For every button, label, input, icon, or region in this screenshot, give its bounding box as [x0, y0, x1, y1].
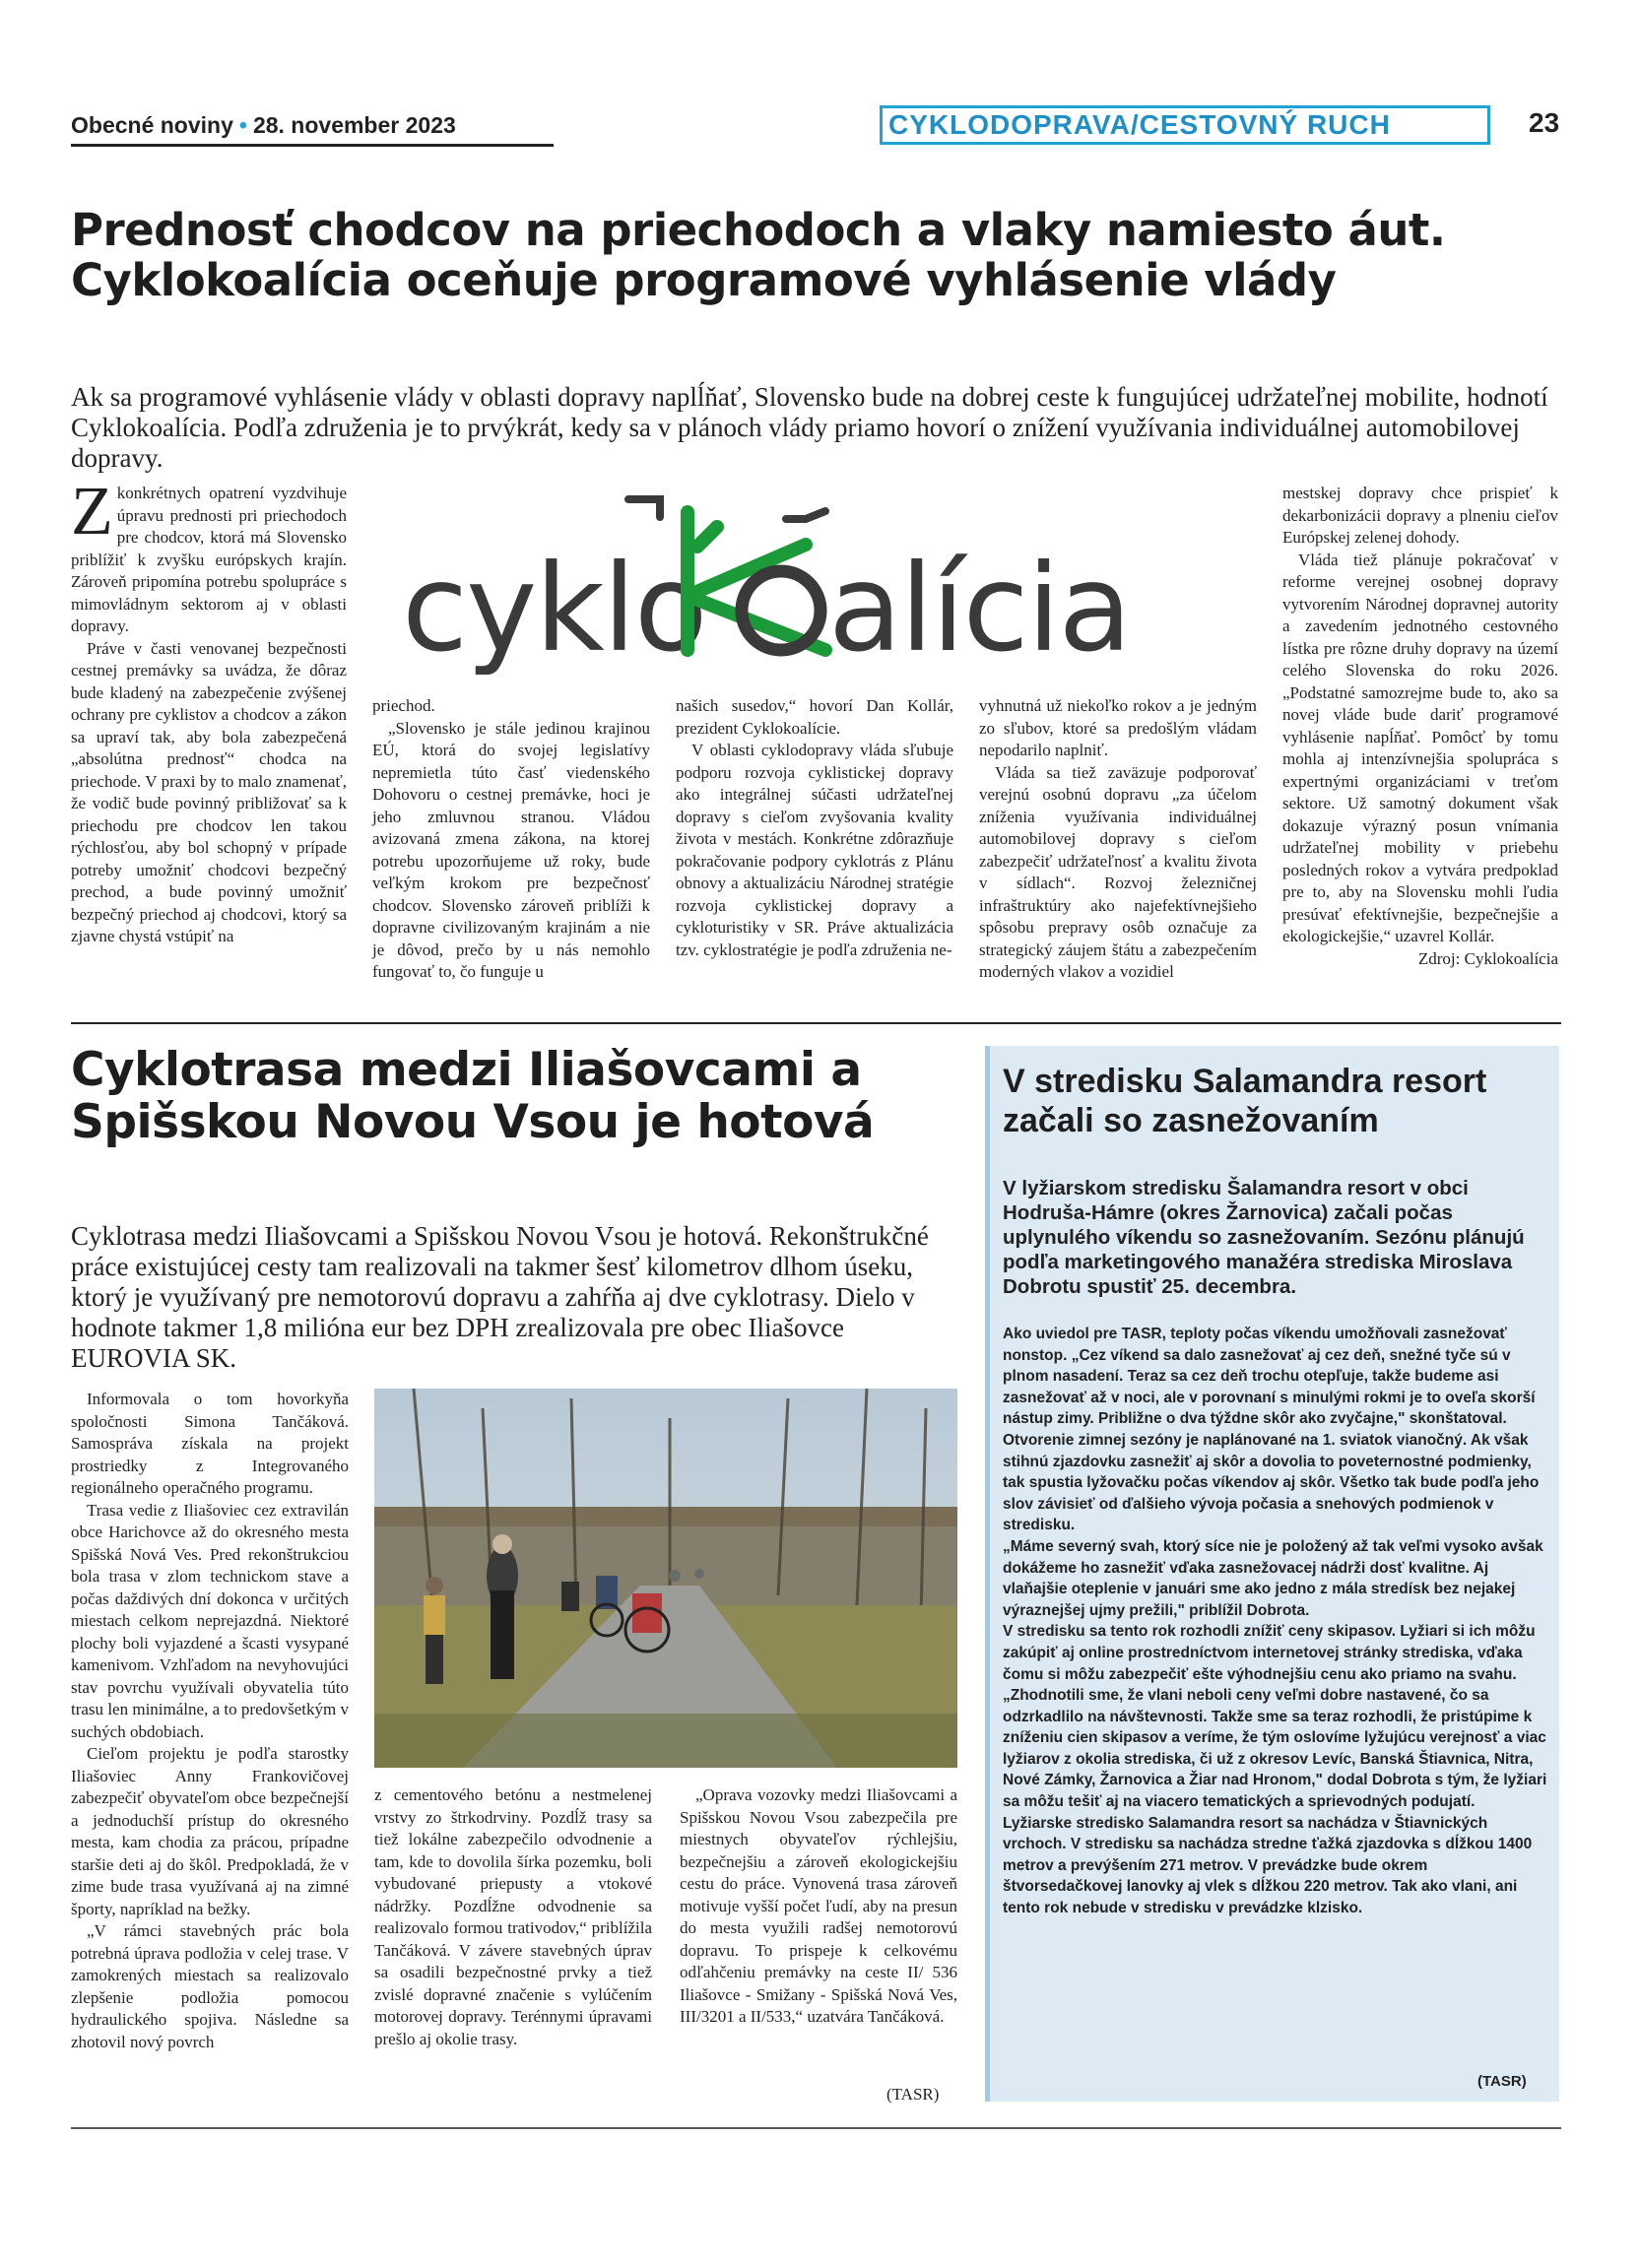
drop-cap: Z: [71, 474, 113, 550]
paragraph: mestskej dopravy chce prispieť k dekarbonizácii dopravy a plneniu cieľov Európskej zelenej dohody.: [1282, 484, 1558, 547]
paragraph: Vláda tiež plánuje pokračovať v reforme verejnej osobnej dopravy vytvorením Národnej dopravnej autority a zavedením jednotného cestovného lístka pre rôzne druhy dopravy na území celého Slovenska do roku 2026. „Podstatné samozrejme bude to, ako sa novej vláde bude dariť programové vyhlásenie napĺňať. Pomôcť by tomu mohla aj intenzívnejšia spolupráca s expertnými organizáciami v treťom sektore. Už samotný dokument však dokazuje výrazný posun vnímania udržateľnej mobility v priebehu posledných rokov a vytvára predpoklad pre to, aby na Slovensku mohli ľudia presúvať efektívnejšie, bezpečnejšie a ekologickejšie,“ uzavrel Kollár.: [1282, 550, 1558, 945]
sidebar-body: [1003, 1324, 1549, 1919]
svg-text:cyklo: cyklo: [402, 539, 706, 675]
paragraph: „Oprava vozovky medzi Iliašovcami a Spišskou Novou Vsou zabezpečila pre miestnych obyvateľov rýchlejšiu, bezpečnejšiu a zároveň ekologickejšiu cestu do práce. Vynovená trasa zároveň motivuje vyšší počet ľudí, aby na presun do mesta využili radšej nemotorovú dopravu. To prispeje k celkovému odľahčeniu premávky na ceste II/ 536 Iliašovce - Smižany - Spišská Nová Ves, III/3201 a II/533,“ uzatvára Tančáková.: [680, 1785, 957, 2026]
bottom-rule: [71, 2127, 1561, 2129]
article2-lead: Cyklotrasa medzi Iliašovcami a Spišskou Novou Vsou je hotová. Rekonštrukčné práce existujúcej cesty tam realizovali na takmer šesť kilometrov dlhom úseku, ktorý je využívaný pre nemotorovú dopravu a zahŕňa aj dve cyklotrasy. Dielo v hodnote takmer 1,8 milióna eur bez DPH zrealizovala pre obec Iliašovce EUROVIA SK.: [71, 1221, 929, 1373]
section-label: CYKLODOPRAVA/CESTOVNÝ RUCH: [880, 105, 1490, 145]
issue-date: 28. november 2023: [252, 112, 456, 138]
sidebar-headline: V stredisku Salamandra resort začali so zasnežovaním: [1003, 1063, 1487, 1139]
publication-name: Obecné noviny: [71, 112, 233, 138]
paragraph: Lyžiarske stredisko Salamandra resort sa nachádza v Štiavnických vrchoch. V stredisku sa nachádza stredne ťažká zjazdovka s dĺžkou 1400 metrov a prevýšením 271 metrov. V prevádzke bude okrem štvorsedačkovej lanovky aj vlek s dĺžkou 220 metrov. Tak ako vlani, ani tento rok nebude v stredisku v prevádzke klzisko.: [1003, 1814, 1533, 1917]
article1-column-5: [1282, 483, 1558, 970]
paragraph: vyhnutná už niekoľko rokov a je jedným zo sľubov, ktoré sa predošlým vládam nepodarilo naplniť.: [979, 696, 1257, 759]
paragraph: z cementového betónu a nestmelenej vrstvy zo štrkodrviny. Pozdĺž trasy sa tiež lokálne zabezpečilo odvodnenie a tam, kde to dovolila šírka pozemku, boli vybudované priepusty a vtokové nádržky. Pozdĺžne odvodnenie sa realizovalo formou trativodov,“ priblížila Tančáková. V závere stavebných úprav sa osadili bezpečnostné prvky a tiež zvislé dopravné značenie s vylúčením motorovej dopravy. Terénnymi úpravami prešlo aj okolie trasy.: [374, 1785, 652, 2048]
article2-source: (TASR): [886, 2085, 940, 2104]
article1-headline: Prednosť chodcov na priechodoch a vlaky namiesto áut. Cyklokoalícia oceňuje programové vyhlásenie vlády: [71, 204, 1446, 306]
cyklokoalicia-logo: [392, 487, 1261, 675]
page-number: 23: [1529, 107, 1560, 138]
sidebar-lead: V lyžiarskom stredisku Šalamandra resort v obci Hodruša-Hámre (okres Žarnovica) začali počas uplynulého víkendu so zasnežovaním. Sezónu plánujú podľa marketingového manažéra strediska Miroslava Dobrotu spustiť 25. decembra.: [1003, 1177, 1525, 1298]
sidebar-source: (TASR): [1477, 2073, 1527, 2090]
article1-column-4: [979, 695, 1257, 984]
article1-source: Zdroj: Cyklokoalícia: [1417, 948, 1558, 968]
section-divider: [71, 1022, 1561, 1024]
paragraph: „V rámci stavebných prác bola potrebná úprava podložia v celej trase. V zamokrených miestach sa realizovalo zlepšenie podložia pomocou hydraulického spojiva. Následne sa zhotovil nový povrch: [71, 1921, 349, 2051]
paragraph: Otvorenie zimnej sezóny je naplánované na 1. sviatok vianočný. Ak však stihnú zjazdovku zasnežiť aj skôr a dovolia to poveternostné podmienky, tak spustia lyžovačku počas víkendov aj skôr. Všetko tak bude podľa jeho slov závisieť od ďalšieho vývoja počasia a snehových podmienok v stredisku.: [1003, 1431, 1540, 1534]
paragraph: konkrétnych opatrení vyzdvihuje úpravu prednosti pri priechodoch pre chodcov, ktorá má Slovensko priblížiť k zvyšku európskych krajín. Zároveň pripomína potrebu spolupráce s mimovládnym sektorom aj v oblasti dopravy.: [71, 484, 347, 635]
cyclists-photo: [374, 1389, 957, 1768]
paragraph: našich susedov,“ hovorí Dan Kollár, prezident Cyklokoalície.: [676, 696, 953, 738]
paragraph: Ako uviedol pre TASR, teploty počas víkendu umožňovali zasnežovať nonstop. „Cez víkend sa dalo zasnežovať aj cez deň, snežné tyče sú v plnom nasadení. Teraz sa cez deň trochu otepľuje, takže budeme asi zasnežovať až v noci, ale v porovnaní s minulými rokmi je to oveľa skorší nástup zimy. Približne o dva týždne skôr ako zvyčajne," skonštatoval.: [1003, 1326, 1536, 1428]
article1-lead: Ak sa programové vyhlásenie vlády v oblasti dopravy naplĺňať, Slovensko bude na dobrej ceste k fungujúcej udržateľnej mobilite, hodnotí Cyklokoalícia. Podľa združenia je to prvýkrát, kedy sa v plánoch vlády priamo hovorí o znížení využívania individuálnej automobilovej dopravy.: [71, 382, 1548, 473]
paragraph: „Zhodnotili sme, že vlani neboli ceny veľmi dobre nastavené, čo sa odzrkadlilo na návštevnosti. Takže sme sa teraz rozhodli, že pristúpime k zníženiu cien skipasov a veríme, že tým oslovíme lyžujúcu verejnosť a viac lyžiarov z okolia strediska, či už z okresov Levíc, Banská Štiavnica, Nitra, Nové Zámky, Žarnovica a Žiar nad Hronom," dodal Dobrota s tým, že lyžiari sa môžu tešiť aj na viacero tematických a sprievodných podujatí.: [1003, 1687, 1547, 1811]
paragraph: Vláda sa tiež zaväzuje podporovať verejnú osobnú dopravu „za účelom zníženia využívania individuálnej automobilovej dopravy s cieľom zabezpečiť udržateľnosť a kvalitu života v sídlach“. Rozvoj železničnej infraštruktúry ako najefektívnejšieho spôsobu prepravy osôb označuje za strategický záujem štátu a zabezpečením moderných vlakov a vozidiel: [979, 762, 1257, 981]
article1-column-1: [71, 474, 347, 948]
article1-column-2: [372, 695, 650, 984]
paragraph: Práve v časti venovanej bezpečnosti cestnej premávky sa uvádza, že dôraz bude kladený na zabezpečenie zvýšenej ochrany pre cyklistov a chodcov a zákon sa upraví tak, aby bola zabezpečená „absolútna prednosť“ chodca na priechode. V praxi by to malo znamenať, že vodič bude povinný približovať sa k priechodu pre chodcov len takou rýchlosťou, aby bol schopný v prípade potreby umožniť chodcovi bezpečný prechod, a bude povinný umožniť bezpečný priechod aj chodcovi, ktorý sa zjavne chystá vstúpiť na: [71, 638, 347, 945]
paragraph: Trasa vedie z Iliašoviec cez extravilán obce Harichovce až do okresného mesta Spišská Nová Ves. Pred rekonštrukciou bola trasa v zlom technickom stave a počas daždivých dní dokonca v určitých miestach celkom neprejazdná. Niektoré plochy boli vyjazdené a šcasti vysypané kamenivom. Vzhľadom na nevyhovujúci stav povrchu využívali obyvatelia túto trasu len minimálne, a to predovšetkým v suchých obdobiach.: [71, 1500, 349, 1741]
paragraph: „Slovensko je stále jedinou krajinou EÚ, ktorá do svojej legislatívy nepremietla túto časť viedenského Dohovoru o cestnej premávke, hoci je jeho zmluvnou stranou. Vládou avizovaná zmena zákona, na ktorej potrebu upozorňujeme už roky, bude veľkým krokom pre bezpečnosť chodcov. Slovensko zároveň priblíži k dopravne civilizovaným krajinám a nie je dôvod, prečo by u nás nemohlo fungovať to, čo funguje u: [372, 718, 650, 981]
paragraph: V oblasti cyklodopravy vláda sľubuje podporu rozvoja cyklistickej dopravy ako integrálnej súčasti udržateľnej dopravy s cieľom zvyšovania kvality života v mestách. Konkrétne zdôrazňuje pokračovanie podpory cyklotrás z Plánu obnovy a aktualizáciu Národnej stratégie rozvoja cyklistickej dopravy a cykloturistiky v SR. Práve aktualizácia tzv. cyklostratégie je podľa združenia ne-: [676, 741, 953, 959]
paragraph: Cieľom projektu je podľa starostky Iliašoviec Anny Frankovičovej zabezpečiť obyvateľom obce bezpečnejší a jednoduchší prístup do okresného mesta, kam chodia za prácou, prípadne staršie deti aj do škôl. Predpokladá, že v zime bude trasa využívaná aj na zimné športy, napríklad na bežky.: [71, 1744, 349, 1918]
separator-dot: •: [238, 112, 247, 138]
article1-column-3: [676, 695, 953, 961]
paragraph: „Máme severný svah, ktorý síce nie je položený až tak veľmi vysoko avšak dokážeme ho zasnežiť vďaka zasnežovacej nádrži dosť kvalitne. Aj vlaňajšie oteplenie v januári sme ako jedno z mála stredísk bez nejakej výraznejšej ujmy prežili," priblížil Dobrota.: [1003, 1537, 1543, 1619]
article2-column-3: [680, 1784, 957, 2029]
paragraph: V stredisku sa tento rok rozhodli znížiť ceny skipasov. Lyžiari si ich môžu zakúpiť aj online prostredníctvom internetovej stránky strediska, vďaka čomu si môžu zabezpečiť ešte výhodnejšiu cenu ako priamo na svahu.: [1003, 1623, 1536, 1683]
header-rule: [71, 144, 554, 147]
masthead: [71, 112, 456, 139]
article2-column-1: [71, 1389, 349, 2053]
article2-headline: Cyklotrasa medzi Iliašovcami a Spišskou Novou Vsou je hotová: [71, 1043, 875, 1149]
paragraph: Informovala o tom hovorkyňa spoločnosti Simona Tančáková. Samospráva získala na projekt prostriedky z Integrovaného regionálneho operačného programu.: [71, 1390, 349, 1497]
svg-text:alícia: alícia: [828, 539, 1131, 675]
article2-column-2: [374, 1784, 652, 2050]
paragraph: priechod.: [372, 696, 435, 715]
